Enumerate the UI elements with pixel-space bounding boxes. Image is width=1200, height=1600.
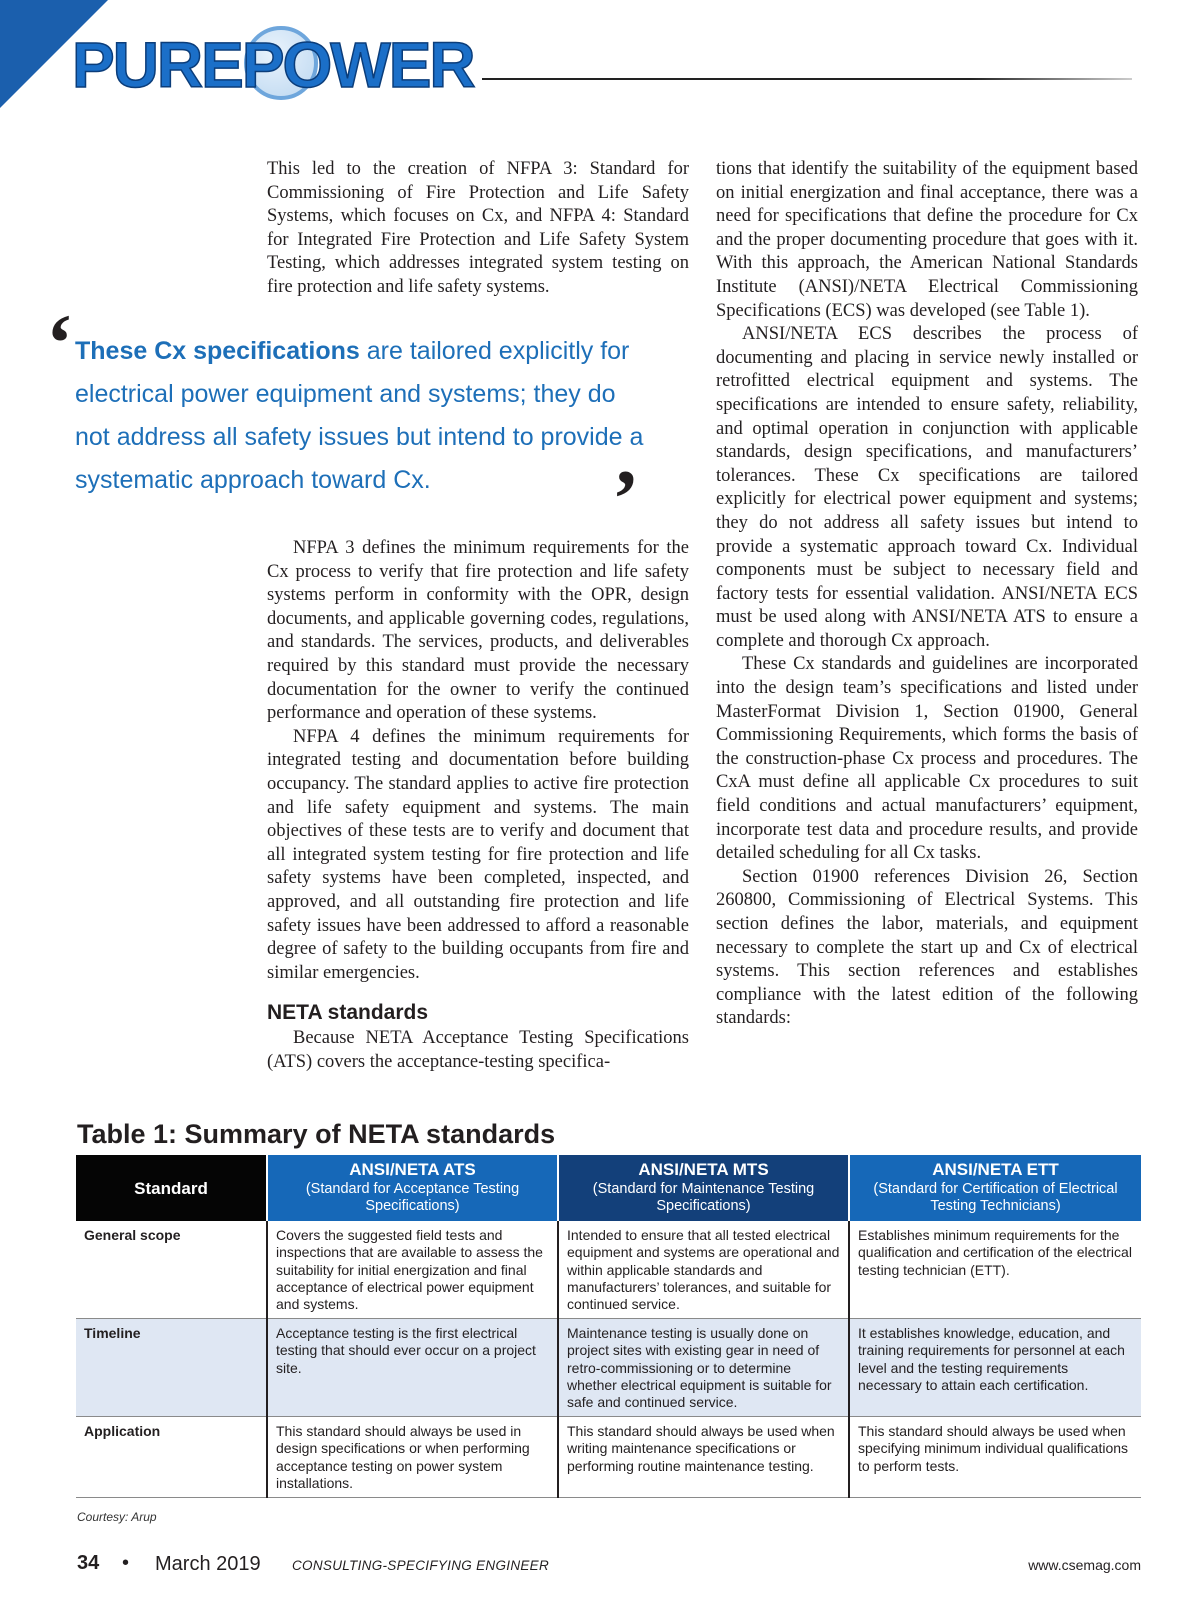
- table-row: [76, 1221, 1141, 1319]
- paragraph: NFPA 3 defines the minimum requirements for the Cx process to verify that fire protection and life safety systems perform in conformity with the OPR, design documents, and applicable governing codes, regulations, and standards. The services, products, and deliverables required by this standard must provide the necessary documentation for the owner to verify the continued performance and operation of these systems.: [267, 538, 689, 724]
- table-cell: This standard should always be used when specifying minimum individual qualifications to perform tests.: [849, 1417, 1141, 1498]
- table-cell: Maintenance testing is usually done on project sites with existing gear in need of retro-commissioning or to determine whether electrical equipment is suitable for safe and continued service.: [558, 1319, 849, 1417]
- pull-quote-bold: These Cx specifications: [75, 337, 360, 365]
- paragraph: NFPA 4 defines the minimum requirements for integrated testing and documentation before building occupancy. The standard applies to active fire protection and life safety equipment and systems. The main objectives of these tests are to verify and document that all integrated system testing for fire protection and life safety systems have been completed, inspected, and approved, and all outstanding fire protection and life safety issues have been addressed to afford a reasonable degree of safety to the building occupants from fire and similar emergencies.: [267, 726, 689, 983]
- header-mts: [558, 1155, 849, 1221]
- table-cell: Acceptance testing is the first electrical testing that should ever occur on a project site.: [267, 1319, 558, 1417]
- header-ats: [267, 1155, 558, 1221]
- table-cell: Establishes minimum requirements for the qualification and certification of the electrical testing technician (ETT).: [849, 1221, 1141, 1319]
- table-cell: This standard should always be used when writing maintenance specifications or performing routine maintenance testing.: [558, 1417, 849, 1498]
- footer-bullet: •: [122, 1552, 130, 1574]
- header-mts-title: ANSI/NETA MTS: [638, 1160, 769, 1179]
- paragraph: Section 01900 references Division 26, Section 260800, Commissioning of Electrical Systems. This section defines the labor, materials, and equipment necessary to complete the start up and Cx of electrical systems. This section references and establishes compliance with the latest edition of the following standards:: [716, 866, 1138, 1029]
- website-url: www.csemag.com: [1028, 1557, 1141, 1573]
- table-row: [76, 1319, 1141, 1417]
- section-heading: NETA standards: [267, 1001, 429, 1025]
- pure-power-logo: [72, 28, 472, 102]
- header-ats-subtitle: (Standard for Acceptance Testing Specifications): [305, 1181, 520, 1215]
- column-1-top: [267, 158, 689, 300]
- header-standard: Standard: [76, 1155, 267, 1221]
- header-ats-title: ANSI/NETA ATS: [349, 1160, 476, 1179]
- paragraph: Because NETA Acceptance Testing Specifications (ATS) covers the acceptance-testing specifica-: [267, 1028, 689, 1072]
- table-header-row: [76, 1155, 1141, 1221]
- row-label: General scope: [76, 1221, 267, 1319]
- row-label: Timeline: [76, 1319, 267, 1417]
- table-cell: Intended to ensure that all tested electrical equipment and systems are operational and within applicable standards and manufacturers’ tolerances, and suitable for continued service.: [558, 1221, 849, 1319]
- column-2: [716, 158, 1138, 1031]
- paragraph: This led to the creation of NFPA 3: Standard for Commissioning of Fire Protection and Life Safety Systems, which focuses on Cx, and NFPA 4: Standard for Integrated Fire Protection and Life Safety System Testing, which addresses integrated system testing on fire protection and life safety systems.: [267, 159, 689, 297]
- header-ett: [849, 1155, 1141, 1221]
- column-1-bottom: [267, 537, 689, 1074]
- quote-close-mark: ’: [612, 453, 640, 544]
- header-rule: [482, 78, 1132, 80]
- table-cell: Covers the suggested field tests and inspections that are available to assess the suitability for initial energization and final acceptance of electrical power equipment and systems.: [267, 1221, 558, 1319]
- pull-quote-text: are tailored explicitly for electrical power equipment and systems; they do not address all safety issues but intend to provide a systematic approach toward Cx.: [75, 337, 644, 494]
- header-ett-title: ANSI/NETA ETT: [932, 1160, 1059, 1179]
- neta-standards-table: [76, 1155, 1141, 1498]
- table-row: [76, 1417, 1141, 1498]
- issue-date: March 2019: [155, 1553, 261, 1575]
- table-cell: This standard should always be used in design specifications or when performing acceptance testing on power system installations.: [267, 1417, 558, 1498]
- paragraph: tions that identify the suitability of the equipment based on initial energization and final acceptance, there was a need for specifications that define the procedure for Cx and the proper documenting procedure that goes with it. With this approach, the American National Standards Institute (ANSI)/NETA Electrical Commissioning Specifications (ECS) was developed (see Table 1).: [716, 159, 1138, 321]
- quote-open-mark: ‘: [46, 297, 74, 388]
- header-ett-subtitle: (Standard for Certification of Electrical Testing Technicians): [873, 1181, 1118, 1215]
- row-label: Application: [76, 1417, 267, 1498]
- page-footer: [77, 1552, 1141, 1578]
- logo-text: PUREPOWER: [72, 29, 474, 101]
- table-cell: It establishes knowledge, education, and training requirements for personnel at each level and the testing requirements necessary to attain each certification.: [849, 1319, 1141, 1417]
- paragraph: These Cx standards and guidelines are incorporated into the design team’s specifications and listed under MasterFormat Division 1, Section 01900, General Commissioning Requirements, which forms the basis of the construction-phase Cx process and procedures. The CxA must define all applicable Cx procedures to suit field conditions and actual manufacturers’ equipment, incorporate test data and procedure results, and provide detailed scheduling for all Cx tasks.: [716, 654, 1138, 864]
- pull-quote: [75, 330, 655, 502]
- paragraph: ANSI/NETA ECS describes the process of documenting and placing in service newly installed or retrofitted electrical equipment and systems. The specifications are intended to ensure safety, reliability, and optimal operation in conjunction with applicable standards, design specifications, and manufacturers’ tolerances. These Cx specifications are tailored explicitly for electrical power equipment and systems; they do not address all safety issues but intend to provide a systematic approach toward Cx. Individual components must be subject to necessary field and factory tests for essential validation. ANSI/NETA ECS must be used along with ANSI/NETA ATS to ensure a complete and thorough Cx approach.: [716, 324, 1138, 651]
- page-number: 34: [77, 1552, 100, 1574]
- magazine-name: CONSULTING-SPECIFYING ENGINEER: [292, 1558, 550, 1573]
- header-mts-subtitle: (Standard for Maintenance Testing Specifications): [592, 1181, 815, 1215]
- table-courtesy: Courtesy: Arup: [77, 1510, 157, 1524]
- table-title: Table 1: Summary of NETA standards: [77, 1119, 556, 1149]
